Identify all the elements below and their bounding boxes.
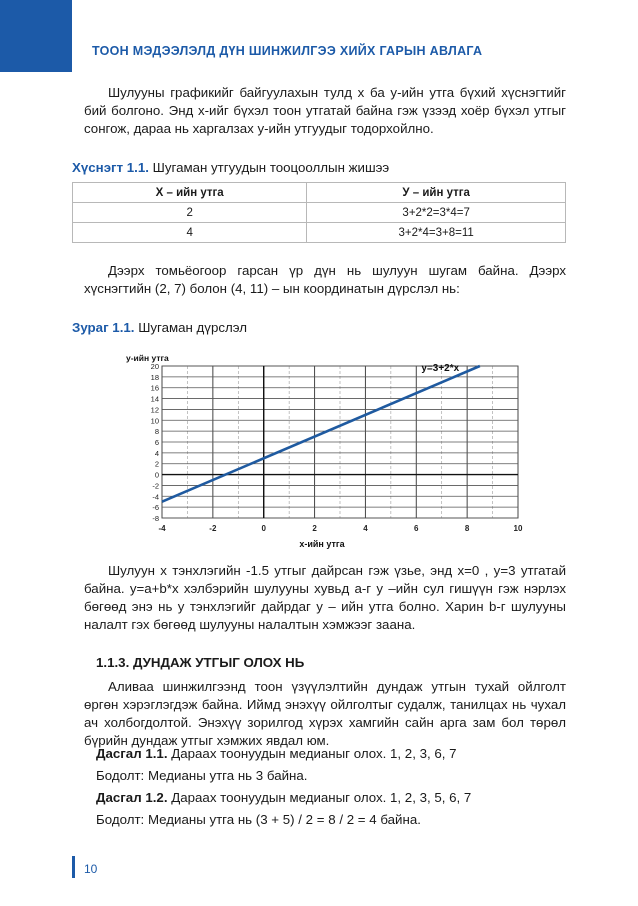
x-tick-label: 10	[513, 524, 523, 533]
solution-2-label: Бодолт:	[96, 812, 145, 827]
x-tick-label: 8	[464, 524, 470, 533]
exercise-1-text: Дараах тоонуудын медианыг олох. 1, 2, 3, 6, 7	[171, 746, 457, 761]
coordinates-paragraph: Дээрх томьёогоор гарсан үр дүн нь шулуун шугам байна. Дээрх хүснэгтийн (2, 7) болон (4, 11) – ын координатын дүрслэл нь:	[84, 263, 566, 296]
y-tick-label: -8	[152, 514, 159, 523]
col-header-y: У – ийн утга	[307, 183, 566, 203]
y-tick-label: 0	[154, 470, 159, 480]
exercise-1-label: Дасгал 1.1.	[96, 746, 168, 761]
table-cell: 4	[73, 223, 307, 243]
y-tick-label: 2	[154, 459, 159, 469]
page-number-bar	[72, 856, 75, 878]
x-axis-label: x-ийн утга	[299, 539, 345, 549]
table-header-row	[73, 183, 566, 203]
x-tick-label: -4	[158, 524, 166, 533]
figure-caption-text: Шугаман дүрслэл	[138, 320, 248, 335]
exercise-2	[96, 790, 471, 805]
y-axis-label: y-ийн утга	[126, 353, 169, 363]
running-header: ТООН МЭДЭЭЛЭЛД ДҮН ШИНЖИЛГЭЭ ХИЙХ ГАРЫН АВЛАГА	[92, 44, 483, 58]
y-tick-label: 12	[150, 405, 159, 415]
table-cell: 2	[73, 203, 307, 223]
explanation-paragraph: Шулуун x тэнхлэгийн -1.5 утгыг дайрсан гэж үзье, энд x=0 , y=3 утгатай байна. y=a+b*x хэлбэрийн шулууны хувьд a-г y –ийн сул гишүүн гэж нэрлэх бөгөөд энэ нь y тэнхлэгийг дайрдаг y – ийн утга болно. Харин b-г шулууны налалт гэх бөгөөд шулууны налалтын хэмжээг заана.	[84, 563, 566, 632]
x-tick-label: -2	[209, 524, 217, 533]
solution-1-text: Медианы утга нь 3 байна.	[147, 768, 308, 783]
line-equation-label: y=3+2*x	[421, 362, 460, 374]
y-tick-label: 6	[154, 438, 159, 447]
table-caption	[72, 160, 389, 175]
table-row	[73, 223, 566, 243]
y-tick-label: -6	[152, 503, 159, 513]
exercise-2-label: Дасгал 1.2.	[96, 790, 168, 805]
section-heading: 1.1.3. ДУНДАЖ УТГЫГ ОЛОХ НЬ	[96, 655, 305, 670]
col-header-x: X – ийн утга	[73, 183, 307, 203]
y-tick-label: -2	[152, 481, 159, 491]
x-tick-label: 0	[261, 524, 266, 533]
table-cell: 3+2*4=3+8=11	[307, 223, 566, 243]
table-caption-label: Хүснэгт 1.1.	[72, 160, 149, 175]
x-tick-label: 4	[363, 524, 368, 533]
solution-1	[96, 768, 307, 783]
table-caption-text: Шугаман утгуудын тооцооллын жишээ	[152, 160, 390, 175]
intro-paragraph: Шулууны графикийг байгуулахын тулд x ба y-ийн утга бүхий хүснэгтийг бий болгоно. Энд x-ийг бүхэл тоон утгатай байна гэж үзээд хоёр бүхэл утгыг сонгож, дараа нь харгалзах y-ийн утгуудыг тодорхойлно.	[84, 85, 566, 136]
average-paragraph: Аливаа шинжилгээнд тоон үзүүлэлтийн дундаж утгын тухай ойлголт өргөн хэрэглэгдэж байна. Иймд энэхүү ойлголтыг судалж, танилцах нь чухал ач холбогдолтой. Энэхүү зорилгод хүрэх хамгийн сайн арга зам бол төрөл бүрийн дундаж утгыг хэмжих явдал юм.	[84, 679, 566, 748]
solution-2-text: Медианы утга нь (3 + 5) / 2 = 8 / 2 = 4 байна.	[147, 812, 421, 827]
y-tick-label: -4	[152, 492, 159, 502]
line-chart	[118, 352, 538, 560]
solution-1-label: Бодолт:	[96, 768, 145, 783]
x-tick-label: 6	[414, 524, 419, 533]
calc-table	[72, 182, 566, 243]
exercise-2-text: Дараах тоонуудын медианыг олох. 1, 2, 3, 5, 6, 7	[171, 790, 472, 805]
table-cell: 3+2*2=3*4=7	[307, 203, 566, 223]
y-tick-label: 14	[150, 394, 159, 404]
y-tick-label: 18	[150, 372, 159, 382]
y-tick-label: 20	[150, 362, 159, 371]
solution-2	[96, 812, 421, 827]
y-tick-label: 8	[154, 427, 159, 437]
y-tick-label: 10	[150, 416, 159, 426]
exercise-1	[96, 746, 457, 761]
figure-caption-label: Зураг 1.1.	[72, 320, 135, 335]
y-tick-label: 4	[154, 448, 159, 458]
page-number: 10	[84, 862, 98, 876]
figure-caption	[72, 320, 247, 335]
corner-accent	[0, 0, 72, 72]
table-row	[73, 203, 566, 223]
y-tick-label: 16	[150, 383, 159, 393]
x-tick-label: 2	[312, 524, 317, 533]
